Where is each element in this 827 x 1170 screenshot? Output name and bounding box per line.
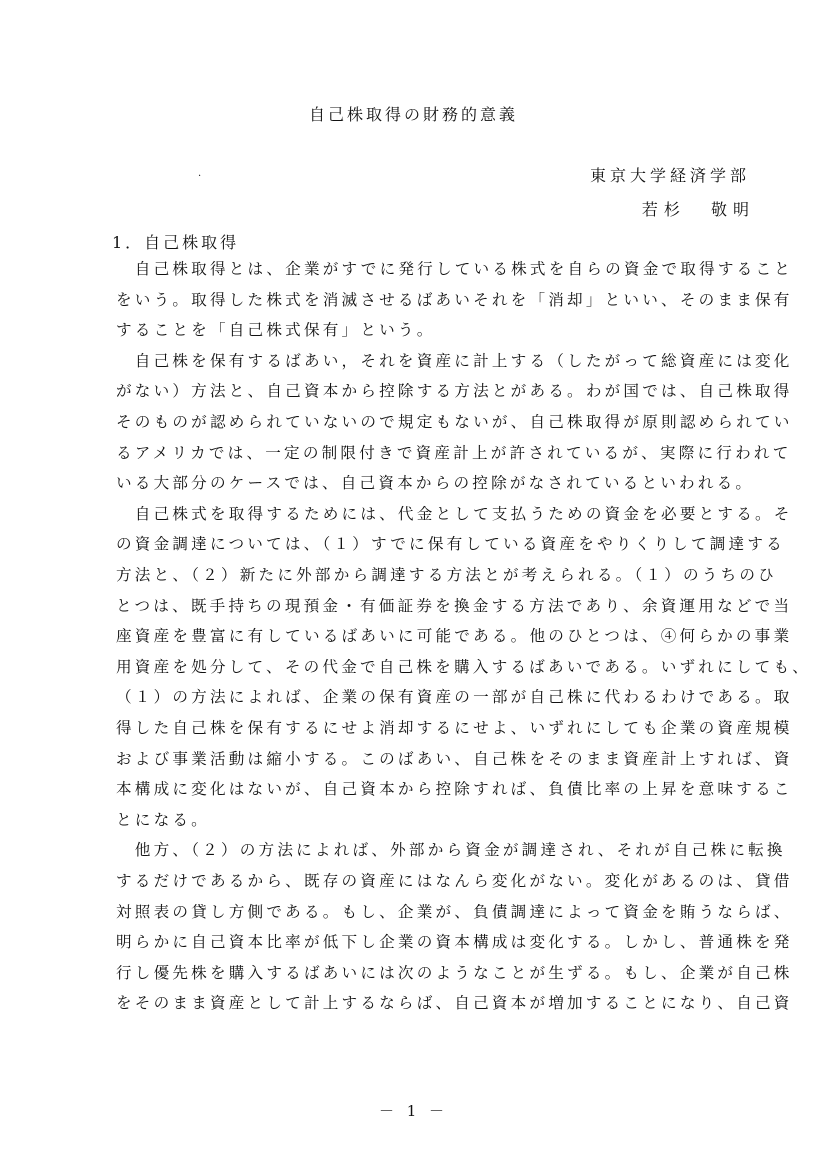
body-line: 方法と、（２）新たに外部から調達する方法とが考えられる。（１）のうちのひ [116, 566, 777, 584]
document-title: 自己株取得の財務的意義 [308, 105, 518, 124]
body-line: 自己株取得とは、企業がすでに発行している株式を自らの資金で取得すること [116, 260, 794, 278]
section-heading: 1．自己株取得 [112, 233, 240, 252]
body-line: 明らかに自己資本比率が低下し企業の資本構成は変化する。しかし、普通株を発 [116, 933, 793, 952]
body-line: 用資産を処分して、その代金で自己株を購入するばあいである。いずれにしても、 [116, 657, 812, 676]
author-affiliation: 東京大学経済学部 [589, 166, 750, 185]
body-line: がない）方法と、自己資本から控除する方法とがある。わが国では、自己株取得 [116, 382, 793, 401]
body-line: の資金調達については、（１）すでに保有している資産をやりくりして調達する [116, 535, 785, 554]
body-line: 得した自己株を保有するにせよ消却するにせよ、いずれにしても企業の資産規模 [116, 719, 793, 737]
body-line: 対照表の貸し方側である。もし、企業が、負債調達によって資金を賄うならば、 [116, 902, 793, 921]
body-line: いる大部分のケースでは、自己資本からの控除がなされているといわれる。 [116, 474, 755, 493]
body-line: をいう。取得した株式を消滅させるばあいそれを「消却」といい、そのまま保有 [116, 290, 793, 309]
author-name: 若杉 敬明 [641, 200, 755, 219]
body-line: そのものが認められていないので規定もないが、自己株取得が原則認められてい [116, 413, 793, 431]
body-line: するだけであるから、既存の資産にはなんら変化がない。変化があるのは、貸借 [116, 872, 793, 890]
body-line: することを「自己株式保有」という。 [116, 321, 436, 340]
body-line: 座資産を豊富に有しているばあいに可能である。他のひとつは、④何らかの事業 [116, 627, 793, 646]
body-line: 本構成に変化はないが、自己資本から控除すれば、負債比率の上昇を意味するこ [116, 780, 793, 799]
page-number: － 1 － [378, 1102, 449, 1120]
body-line: 自己株を保有するばあい，それを資産に計上する（したがって総資産には変化 [116, 351, 793, 370]
body-line: とつは、既手持ちの現預金・有価証券を換金する方法であり、余資運用などで当 [116, 596, 793, 615]
body-line: をそのまま資産として計上するならば、自己資本が増加することになり、自己資 [116, 994, 793, 1013]
body-line: 行し優先株を購入するばあいには次のようなことが生ずる。もし、企業が自己株 [116, 963, 793, 982]
body-line: 他方、（２）の方法によれば、外部から資金が調達され、それが自己株に転換 [116, 841, 786, 860]
body-line: とになる。 [116, 810, 210, 829]
stray-mark: . [198, 168, 202, 179]
body-line: 自己株式を取得するためには、代金として支払うための資金を必要とする。そ [116, 504, 793, 523]
body-line: （１）の方法によれば、企業の保有資産の一部が自己株に代わるわけである。取 [116, 688, 793, 707]
body-line: るアメリカでは、一定の制限付きで資産計上が許されているが、実際に行われて [116, 443, 792, 462]
body-line: および事業活動は縮小する。このばあい、自己株をそのまま資産計上すれば、資 [116, 749, 793, 768]
